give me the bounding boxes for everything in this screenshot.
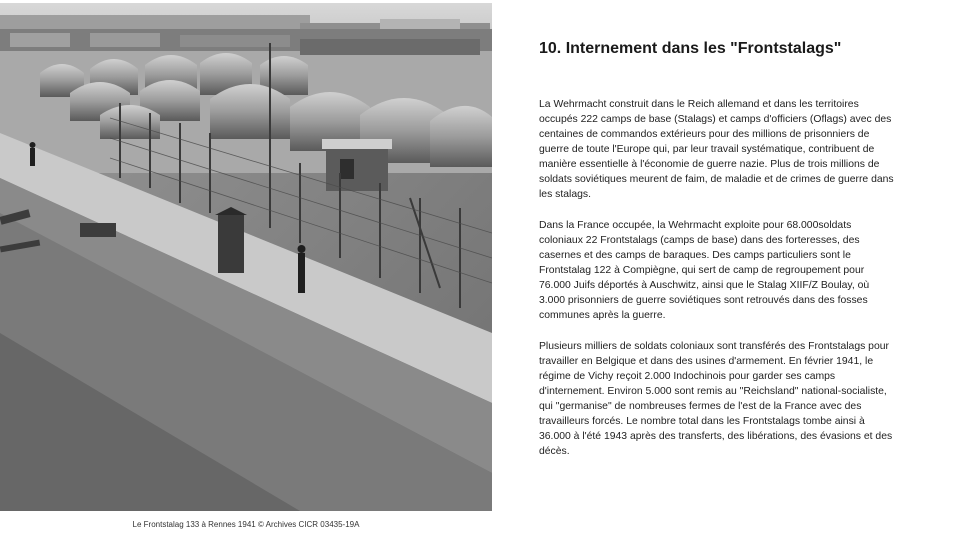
camp-photo-drawing: [0, 3, 492, 511]
distant-barracks: [0, 15, 492, 55]
slide-title: 10. Internement dans les "Frontstalags": [539, 40, 842, 57]
guard-hut: [322, 139, 392, 191]
sentry-box: [215, 207, 247, 273]
paragraph-1: La Wehrmacht construit dans le Reich allemand et dans les territoires occupés 222 camps de base (Stalags) et camps d'officiers (Oflags) avec des centaines de commandos extérieurs pour des millions de prisonniers de guerre de toute l'Europe qui, par leur travail systématique, contribuent de manière essentielle à l'économie de guerre nazie. Plus de trois millions de soldats soviétiques meurent de faim, de maladie et de crimes de guerre dans les stalags.: [539, 99, 894, 200]
photo-caption: Le Frontstalag 133 à Rennes 1941 © Archives CICR 03435-19A: [132, 520, 360, 529]
paragraph-3: Plusieurs milliers de soldats coloniaux sont transférés des Frontstalags pour travailler en Belgique et dans des usines d'armement. En février 1941, le régime de Vichy reçoit 2.000 Indochinois pour garder ses camps d'internement. Environ 5.000 sont remis au "Reichsland" national-socialiste, qui "germanise" de nombreuses fermes de l'est de la France avec des travailleurs forcés. Le nombre total dans les Frontstalags tombe ainsi à 36.000 à l'été 1943 après des transferts, des libérations, des évasions et des décès.: [539, 341, 893, 457]
paragraph-2: Dans la France occupée, la Wehrmacht exploite pour 68.000soldats coloniaux 22 Frontstalags (camps de base) dans des forteresses, des casernes et des camps de baraques. Des camps particuliers sont le Frontstalag 122 à Compiègne, qui sert de camp de regroupement pour 76.000 Juifs déportés à Auschwitz, ainsi que le Stalag XIIF/Z Boulay, où 3.000 prisonniers de guerre soviétiques sont retrouvés dans des fosses communes après la guerre.: [539, 220, 870, 321]
body-text: [539, 97, 895, 475]
camp-photo: [0, 3, 492, 511]
